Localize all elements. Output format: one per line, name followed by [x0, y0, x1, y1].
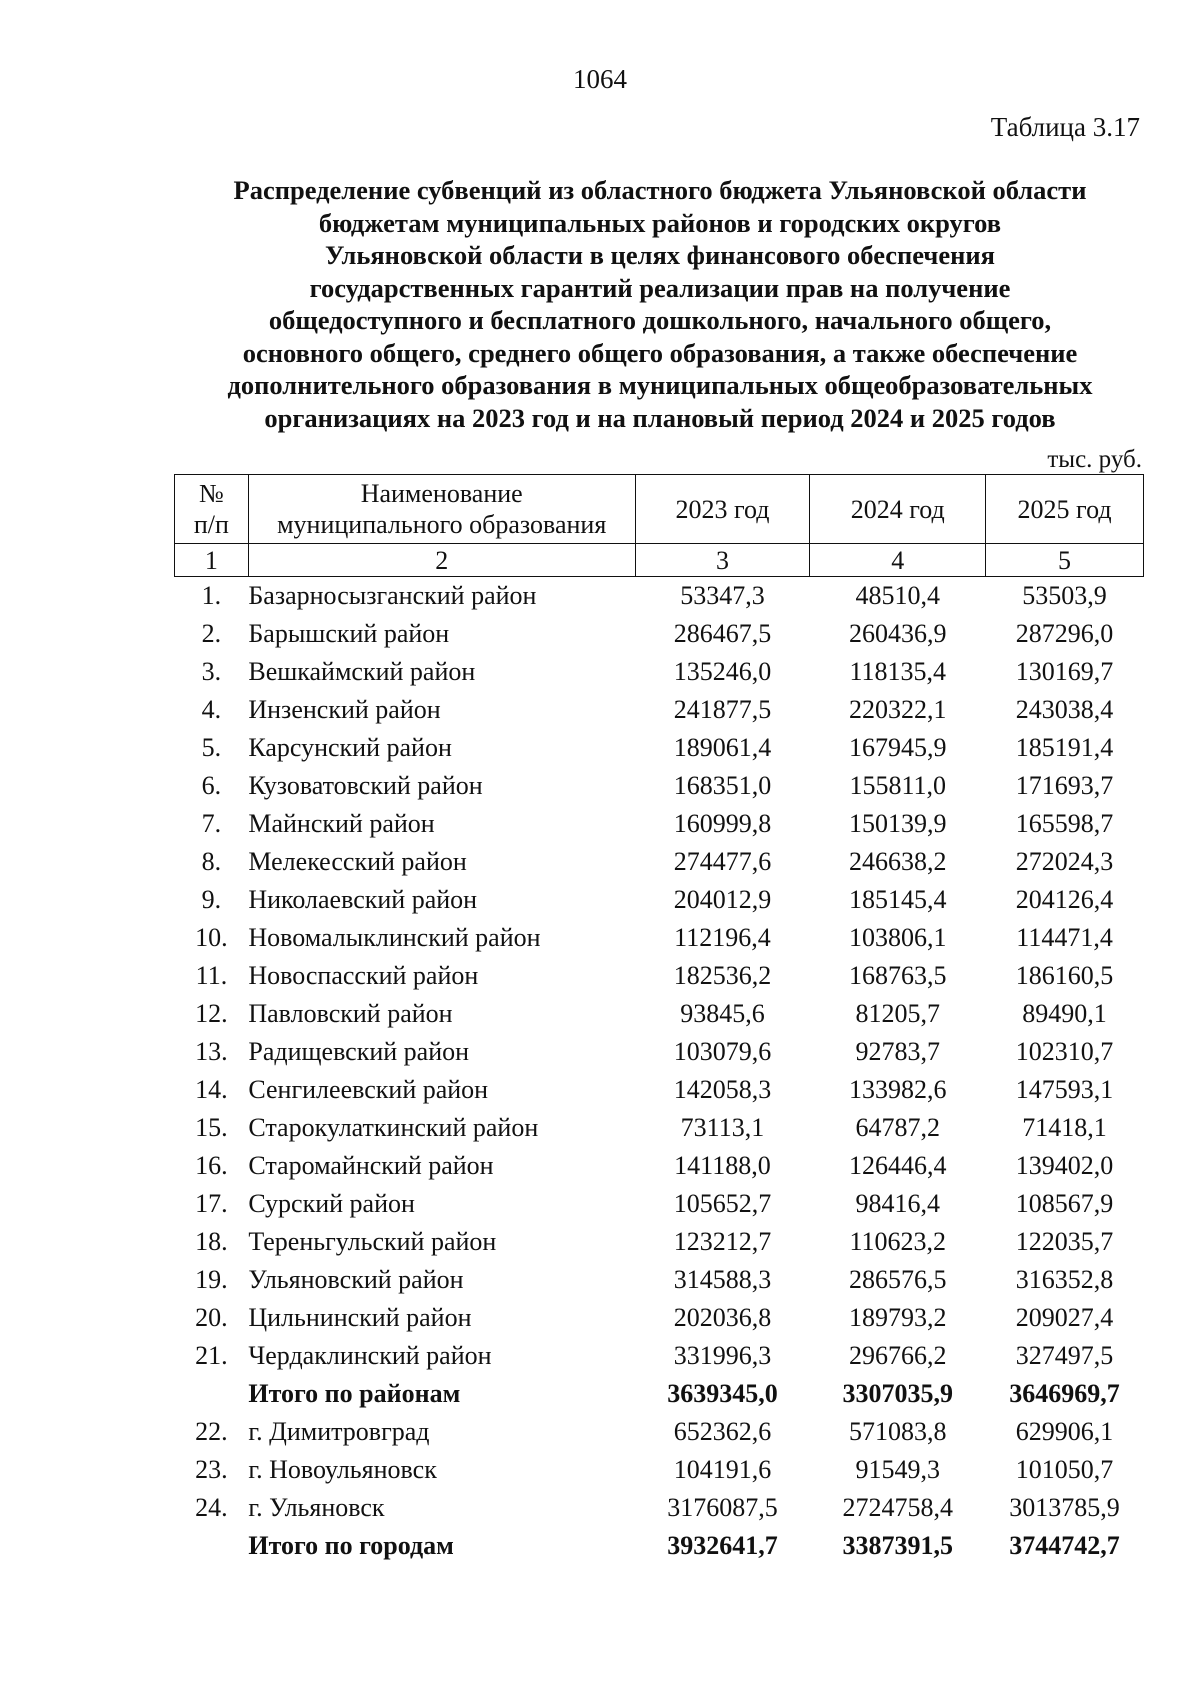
header-municipality-name [248, 475, 635, 544]
municipality-name: Карсунский район [248, 733, 452, 762]
value-2024: 118135,4 [849, 657, 946, 686]
value-2025: 165598,7 [1015, 809, 1114, 838]
value-2025: 171693,7 [1015, 771, 1114, 800]
value-2023: 3639345,0 [667, 1379, 778, 1408]
value-2025: 53503,9 [1022, 581, 1107, 610]
value-2023: 3932641,7 [667, 1531, 778, 1560]
value-2023: 652362,6 [673, 1417, 772, 1446]
municipality-name: Кузоватовский район [248, 771, 483, 800]
value-2024: 2724758,4 [842, 1493, 953, 1522]
value-2025: 327497,5 [1015, 1341, 1114, 1370]
value-2024: 155811,0 [849, 771, 946, 800]
municipality-name: Николаевский район [248, 885, 478, 914]
row-number: 17. [195, 1189, 228, 1218]
row-number: 23. [195, 1455, 228, 1484]
value-2023: 202036,8 [673, 1303, 772, 1332]
municipality-name: Базарносызганский район [248, 581, 537, 610]
value-2023: 182536,2 [673, 961, 772, 990]
row-number: 10. [195, 923, 228, 952]
value-2024: 220322,1 [848, 695, 947, 724]
value-2025: 185191,4 [1015, 733, 1114, 762]
column-number: 5 [986, 544, 1144, 577]
value-2024: 92783,7 [855, 1037, 940, 1066]
table-row [175, 843, 1144, 881]
header-number-abbr: п/п [193, 510, 229, 539]
value-2024: 189793,2 [848, 1303, 947, 1332]
value-2024: 260436,9 [848, 619, 947, 648]
row-number: 14. [195, 1075, 228, 1104]
value-2025: 204126,4 [1015, 885, 1114, 914]
document-title [180, 174, 1140, 434]
table-row [175, 653, 1144, 691]
municipality-name: Вешкаймский район [248, 657, 476, 686]
municipality-name: Мелекесский район [248, 847, 467, 876]
table-row [175, 577, 1144, 616]
table-row [175, 995, 1144, 1033]
row-number: 3. [201, 657, 222, 686]
row-number: 4. [201, 695, 222, 724]
municipality-name: Новомалыклинский район [248, 923, 541, 952]
row-number: 11. [195, 961, 228, 990]
row-number: 18. [195, 1227, 228, 1256]
value-2025: 287296,0 [1015, 619, 1114, 648]
value-2024: 168763,5 [848, 961, 947, 990]
value-2023: 286467,5 [673, 619, 772, 648]
value-2025: 89490,1 [1022, 999, 1107, 1028]
value-2023: 189061,4 [673, 733, 772, 762]
row-number: 12. [195, 999, 228, 1028]
title-line: бюджетам муниципальных районов и городских округов [318, 207, 1002, 238]
row-number: 20. [195, 1303, 228, 1332]
table-row [175, 1071, 1144, 1109]
column-number: 2 [248, 544, 635, 577]
value-2023: 123212,7 [673, 1227, 772, 1256]
value-2024: 81205,7 [855, 999, 940, 1028]
value-2023: 105652,7 [673, 1189, 772, 1218]
value-2024: 246638,2 [848, 847, 947, 876]
row-number: 24. [195, 1493, 228, 1522]
table-row [175, 1261, 1144, 1299]
table-label: Таблица 3.17 [990, 112, 1140, 142]
table-row [175, 767, 1144, 805]
row-number: 21. [195, 1341, 228, 1370]
row-number: 2. [201, 619, 222, 648]
table-row [175, 881, 1144, 919]
value-2024: 167945,9 [848, 733, 947, 762]
row-number: 13. [195, 1037, 228, 1066]
municipality-name: Майнский район [248, 809, 435, 838]
table-row [175, 1147, 1144, 1185]
value-2023: 73113,1 [680, 1113, 765, 1142]
value-2025: 139402,0 [1015, 1151, 1114, 1180]
value-2024: 286576,5 [848, 1265, 947, 1294]
title-line: основного общего, среднего общего образования, а также обеспечение [242, 337, 1078, 368]
value-2023: 141188,0 [674, 1151, 771, 1180]
municipality-name: г. Ульяновск [248, 1493, 385, 1522]
value-2025: 122035,7 [1015, 1227, 1114, 1256]
table-row [175, 1299, 1144, 1337]
municipality-name: Старомайнский район [248, 1151, 494, 1180]
value-2024: 103806,1 [848, 923, 947, 952]
column-number: 1 [175, 544, 249, 577]
value-2023: 3176087,5 [667, 1493, 778, 1522]
municipality-name: Ульяновский район [248, 1265, 464, 1294]
value-2023: 53347,3 [680, 581, 765, 610]
row-number: 15. [195, 1113, 228, 1142]
table-row [175, 691, 1144, 729]
municipality-name: Чердаклинский район [248, 1341, 492, 1370]
value-2025: 101050,7 [1015, 1455, 1114, 1484]
value-2023: 112196,4 [674, 923, 771, 952]
value-2024: 91549,3 [855, 1455, 940, 1484]
header-number-sign: № [199, 479, 224, 508]
value-2025: 130169,7 [1015, 657, 1114, 686]
table-row [175, 729, 1144, 767]
row-number: 16. [195, 1151, 228, 1180]
value-2024: 3387391,5 [842, 1531, 953, 1560]
value-2025: 108567,9 [1015, 1189, 1114, 1218]
value-2024: 110623,2 [849, 1227, 946, 1256]
row-number: 7. [201, 809, 222, 838]
header-name-line2: муниципального образования [277, 510, 607, 539]
value-2025: 3744742,7 [1009, 1531, 1120, 1560]
municipality-name: Радищевский район [248, 1037, 470, 1066]
column-number: 3 [635, 544, 810, 577]
table-row [175, 1033, 1144, 1071]
value-2025: 629906,1 [1015, 1417, 1114, 1446]
title-line: организациях на 2023 год и на плановый период 2024 и 2025 годов [264, 402, 1056, 433]
value-2025: 114471,4 [1016, 923, 1113, 952]
value-2023: 204012,9 [673, 885, 772, 914]
value-2024: 133982,6 [848, 1075, 947, 1104]
row-number: 19. [195, 1265, 228, 1294]
value-2024: 185145,4 [848, 885, 947, 914]
municipality-name: Цильнинский район [248, 1303, 472, 1332]
row-number: 9. [201, 885, 222, 914]
row-number [175, 1375, 249, 1413]
header-name-line1: Наименование [360, 479, 523, 508]
value-2024: 98416,4 [855, 1189, 940, 1218]
value-2023: 331996,3 [673, 1341, 772, 1370]
header-row-number [175, 475, 249, 544]
table-row [175, 919, 1144, 957]
value-2025: 243038,4 [1015, 695, 1114, 724]
value-2024: 571083,8 [848, 1417, 947, 1446]
value-2025: 147593,1 [1015, 1075, 1114, 1104]
value-2023: 104191,6 [673, 1455, 772, 1484]
municipality-name: Инзенский район [248, 695, 441, 724]
municipality-name: Сенгилеевский район [248, 1075, 489, 1104]
subvention-table [174, 474, 1144, 1565]
municipality-name: Сурский район [248, 1189, 415, 1218]
value-2023: 103079,6 [673, 1037, 772, 1066]
value-2025: 316352,8 [1015, 1265, 1114, 1294]
table-row [175, 1413, 1144, 1451]
value-2025: 209027,4 [1015, 1303, 1114, 1332]
header-year-2024: 2024 год [810, 475, 986, 544]
row-number: 6. [201, 771, 222, 800]
table-body [175, 577, 1144, 1566]
value-2023: 135246,0 [673, 657, 772, 686]
municipality-name: Новоспасский район [248, 961, 479, 990]
table-row [175, 1223, 1144, 1261]
table-row [175, 1451, 1144, 1489]
table-row [175, 805, 1144, 843]
value-2024: 3307035,9 [842, 1379, 953, 1408]
header-year-2025: 2025 год [986, 475, 1144, 544]
table-row [175, 1109, 1144, 1147]
municipality-name: Итого по городам [248, 1531, 454, 1560]
header-year-2023: 2023 год [635, 475, 810, 544]
value-2023: 241877,5 [673, 695, 772, 724]
value-2023: 93845,6 [680, 999, 765, 1028]
table-row [175, 615, 1144, 653]
value-2024: 150139,9 [848, 809, 947, 838]
value-2023: 274477,6 [673, 847, 772, 876]
value-2025: 3013785,9 [1009, 1493, 1120, 1522]
title-line: общедоступного и бесплатного дошкольного, начального общего, [268, 305, 1052, 335]
table-row [175, 1337, 1144, 1375]
municipality-name: Итого по районам [248, 1379, 461, 1408]
municipality-name: г. Димитровград [248, 1417, 430, 1446]
value-2024: 48510,4 [855, 581, 940, 610]
municipality-name: Павловский район [248, 999, 453, 1028]
title-line: Распределение субвенций из областного бюджета Ульяновской области [233, 175, 1087, 205]
page-number: 1064 [573, 64, 627, 94]
table-row [175, 1489, 1144, 1527]
units-label: тыс. руб. [1047, 446, 1142, 473]
table-row [175, 957, 1144, 995]
value-2024: 126446,4 [848, 1151, 947, 1180]
value-2025: 3646969,7 [1009, 1379, 1120, 1408]
table-row [175, 1185, 1144, 1223]
value-2025: 186160,5 [1015, 961, 1114, 990]
table-total-row [175, 1375, 1144, 1413]
value-2025: 102310,7 [1015, 1037, 1114, 1066]
value-2023: 168351,0 [673, 771, 772, 800]
column-number: 4 [810, 544, 986, 577]
municipality-name: Старокулаткинский район [248, 1113, 539, 1142]
value-2023: 160999,8 [673, 809, 772, 838]
municipality-name: Барышский район [248, 619, 450, 648]
table-header [175, 475, 1144, 577]
title-line: Ульяновской области в целях финансового обеспечения [325, 240, 995, 270]
row-number [175, 1527, 249, 1565]
value-2024: 64787,2 [855, 1113, 940, 1142]
table-total-row [175, 1527, 1144, 1565]
value-2024: 296766,2 [848, 1341, 947, 1370]
value-2025: 71418,1 [1022, 1113, 1107, 1142]
value-2025: 272024,3 [1015, 847, 1114, 876]
value-2023: 142058,3 [673, 1075, 772, 1104]
row-number: 8. [201, 847, 222, 876]
title-line: дополнительного образования в муниципальных общеобразовательных [227, 370, 1093, 400]
row-number: 22. [195, 1417, 228, 1446]
municipality-name: г. Новоульяновск [248, 1455, 437, 1484]
row-number: 5. [201, 733, 222, 762]
municipality-name: Тереньгульский район [248, 1227, 497, 1256]
title-line: государственных гарантий реализации прав на получение [309, 272, 1011, 303]
row-number: 1. [201, 581, 222, 610]
value-2023: 314588,3 [673, 1265, 772, 1294]
